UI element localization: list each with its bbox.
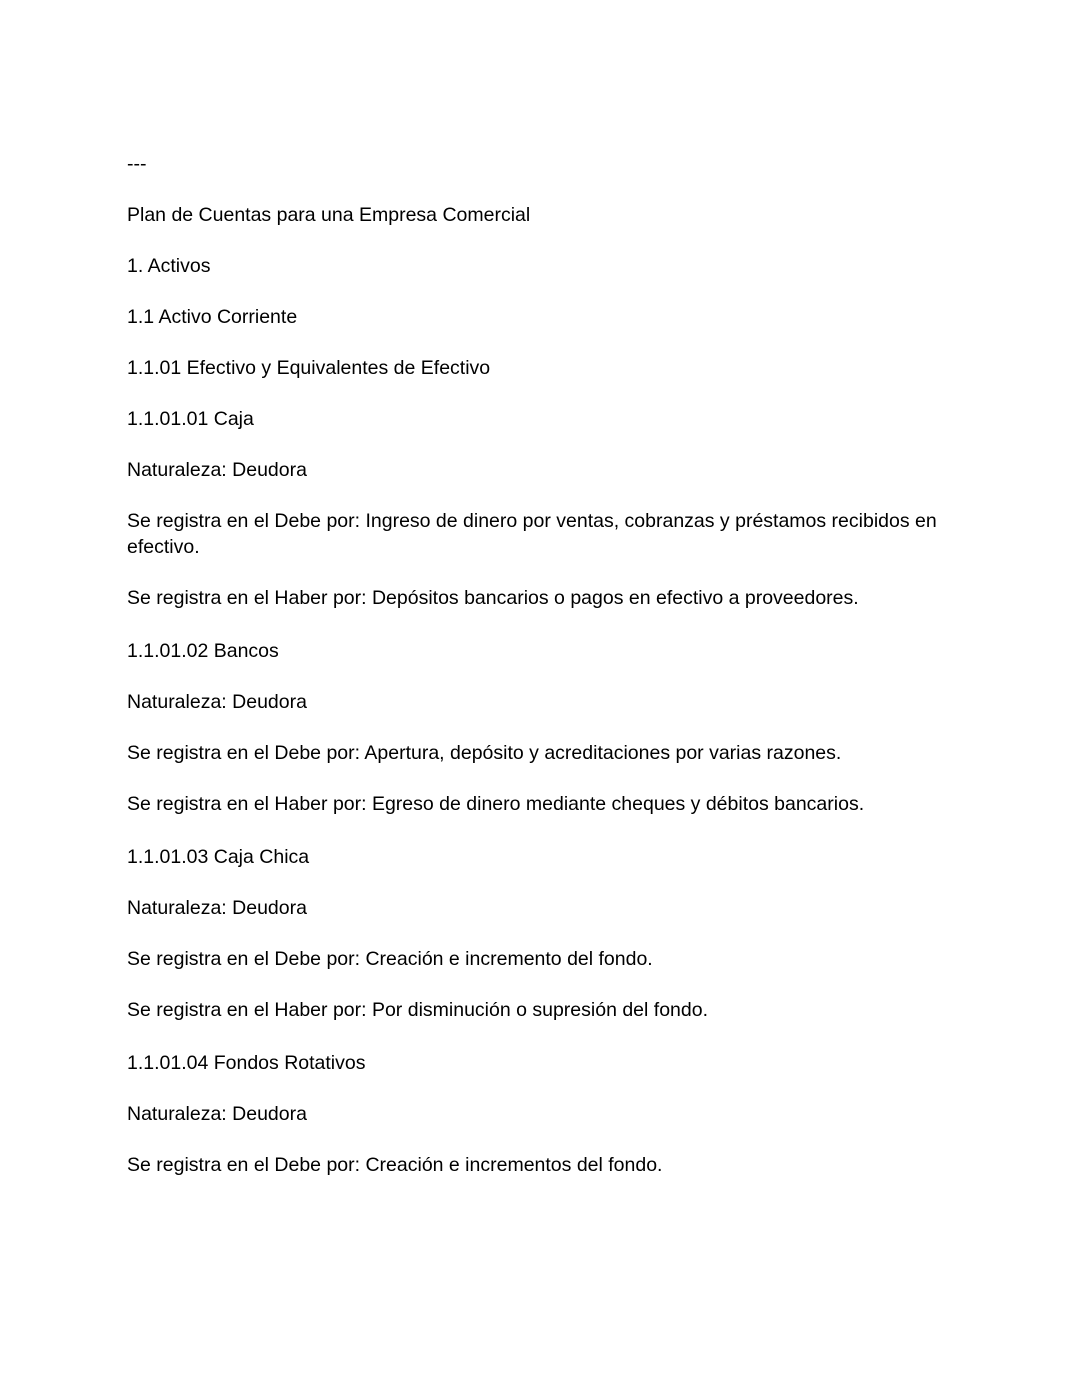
- document-title: Plan de Cuentas para una Empresa Comercial: [127, 204, 531, 226]
- account-heading: 1.1.01.01 Caja: [127, 408, 254, 430]
- account-heading: 1.1 Activo Corriente: [127, 306, 298, 328]
- body-paragraph: Naturaleza: Deudora: [127, 1103, 307, 1125]
- body-paragraph: Se registra en el Haber por: Depósitos bancarios o pagos en efectivo a proveedores.: [127, 587, 859, 609]
- account-heading: 1.1.01.04 Fondos Rotativos: [127, 1052, 366, 1074]
- body-paragraph: Se registra en el Debe por: Creación e incremento del fondo.: [127, 948, 653, 970]
- body-paragraph: Naturaleza: Deudora: [127, 459, 307, 481]
- body-paragraph: Se registra en el Debe por: Apertura, depósito y acreditaciones por varias razones.: [127, 742, 842, 764]
- account-heading: 1. Activos: [127, 255, 211, 277]
- separator-line: ---: [127, 153, 147, 175]
- body-paragraph: Se registra en el Debe por: Creación e incrementos del fondo.: [127, 1154, 663, 1176]
- body-paragraph: Se registra en el Haber por: Egreso de dinero mediante cheques y débitos bancarios.: [127, 793, 865, 815]
- account-heading: 1.1.01 Efectivo y Equivalentes de Efectivo: [127, 357, 491, 379]
- body-paragraph: Naturaleza: Deudora: [127, 691, 307, 713]
- body-paragraph: Se registra en el Haber por: Por disminución o supresión del fondo.: [127, 999, 708, 1021]
- account-heading: 1.1.01.02 Bancos: [127, 640, 279, 662]
- body-paragraph: Naturaleza: Deudora: [127, 897, 307, 919]
- body-paragraph: Se registra en el Debe por: Ingreso de dinero por ventas, cobranzas y préstamos recibidos en efectivo.: [127, 510, 937, 558]
- account-heading: 1.1.01.03 Caja Chica: [127, 846, 310, 868]
